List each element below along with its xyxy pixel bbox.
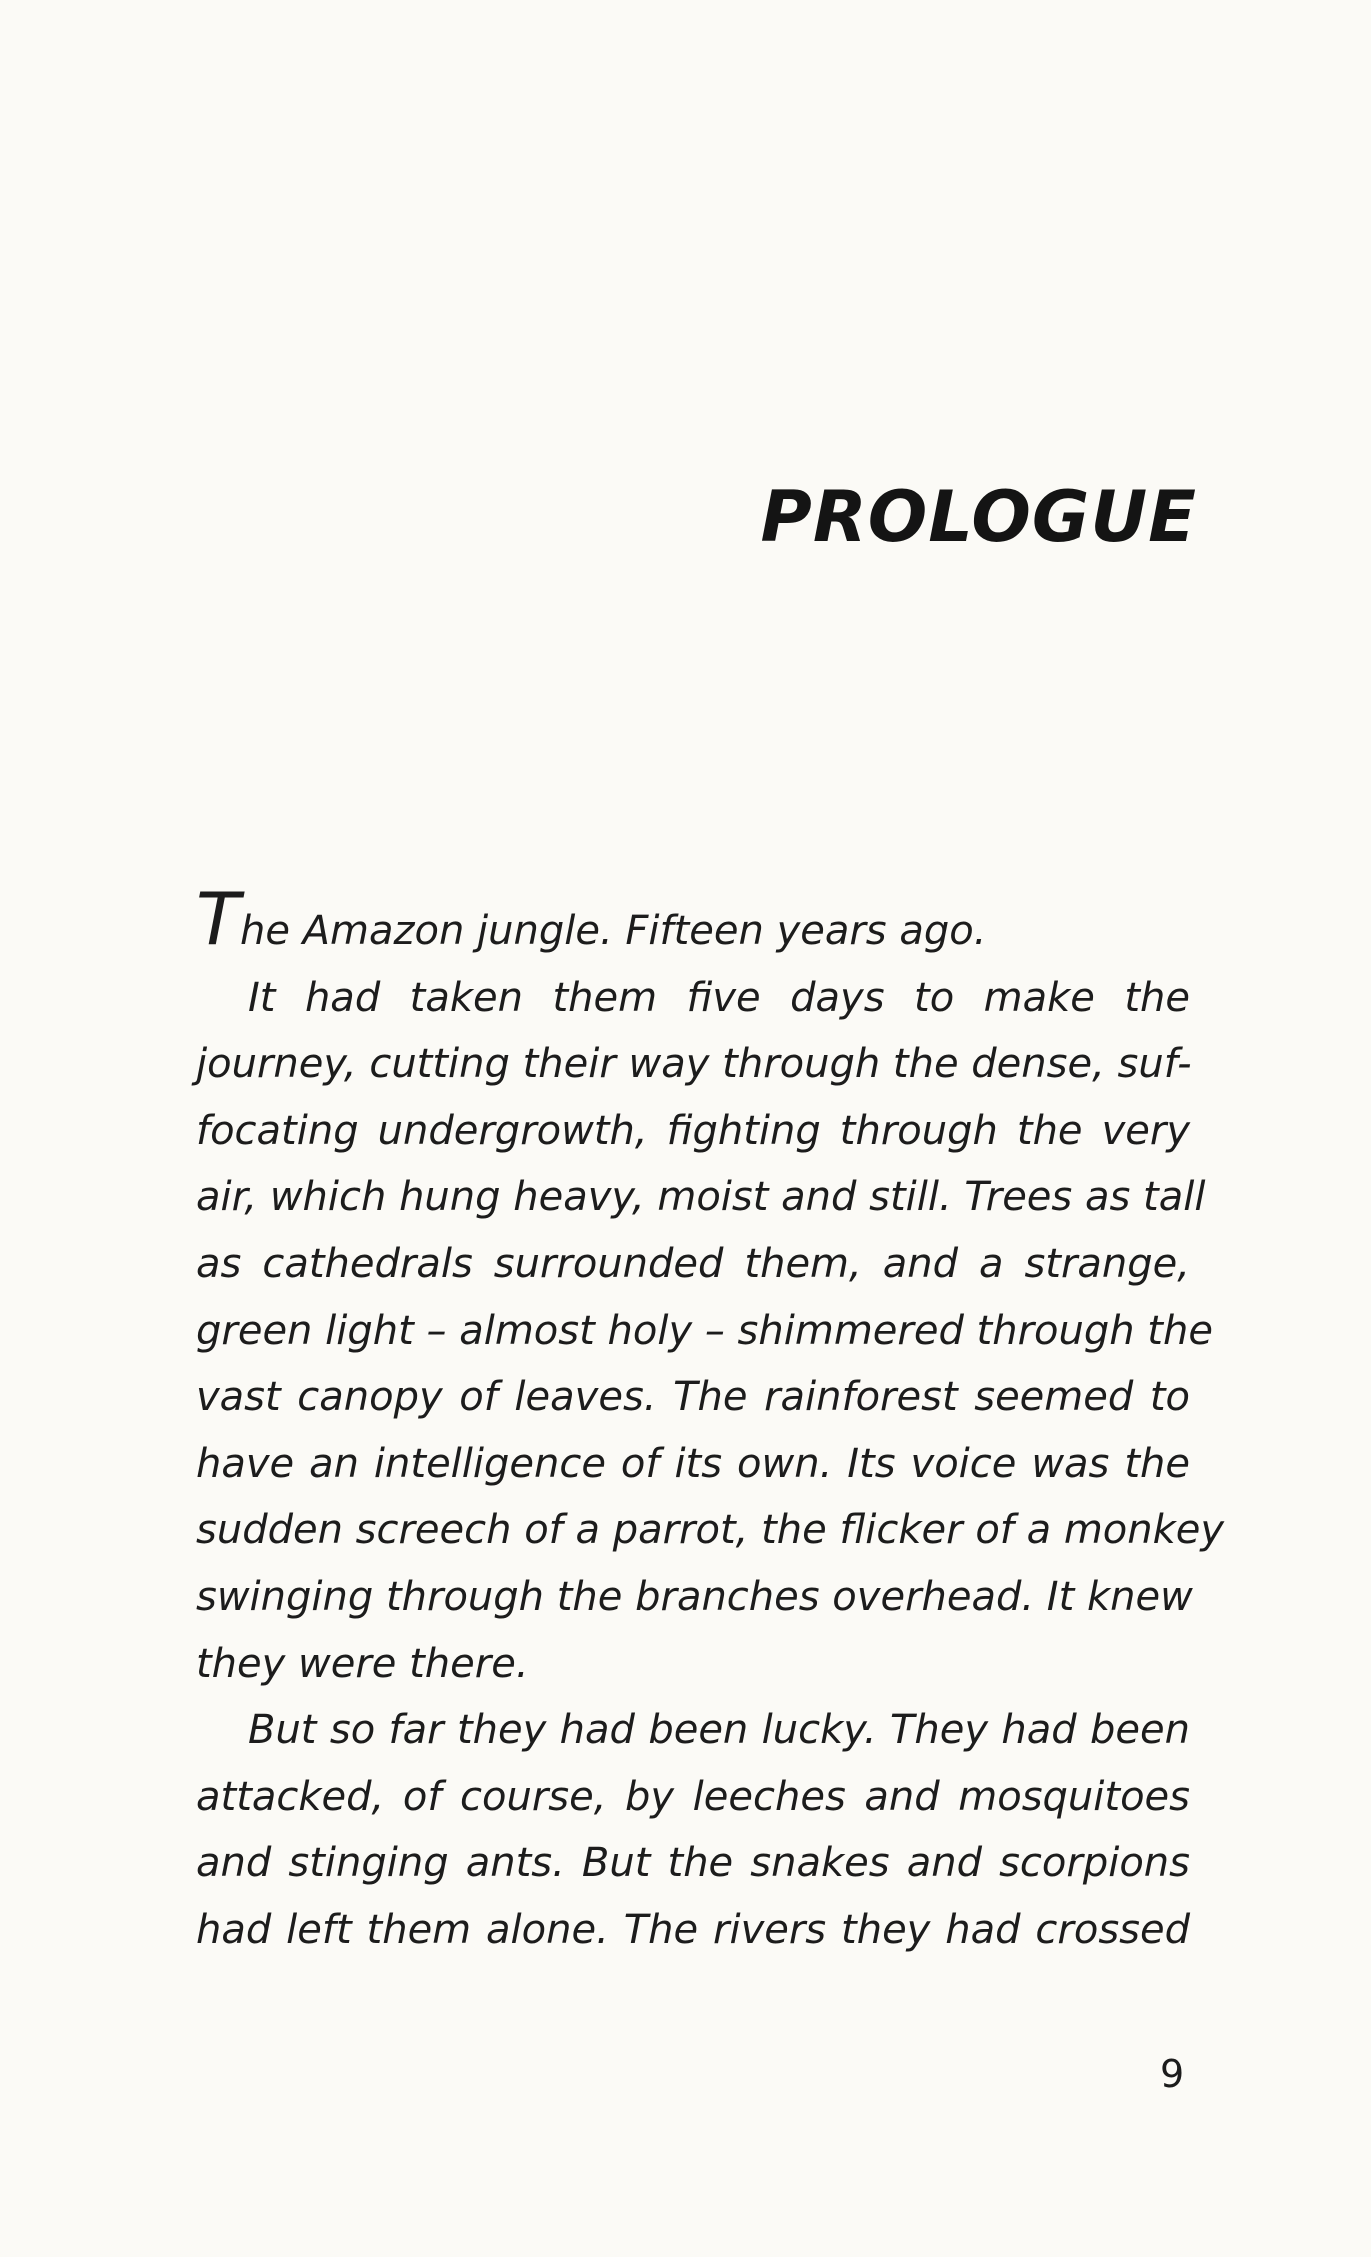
body-text xyxy=(196,877,1225,1964)
opening-line-text: he Amazon jungle. Fifteen years ago. xyxy=(239,908,987,954)
text-line: have an intelligence of its own. Its voice was the xyxy=(196,1440,1190,1487)
text-line: focating undergrowth, fighting through the very xyxy=(196,1107,1190,1154)
text-line: air, which hung heavy, moist and still. Trees as tall xyxy=(196,1174,1206,1221)
text-line: vast canopy of leaves. The rainforest seemed to xyxy=(196,1374,1190,1421)
text-line: It had taken them five days to make the xyxy=(248,974,1190,1021)
text-line: swinging through the branches overhead. It knew xyxy=(196,1573,1193,1620)
text-line: attacked, of course, by leeches and mosquitoes xyxy=(196,1773,1190,1820)
text-line: had left them alone. The rivers they had crossed xyxy=(196,1906,1190,1953)
text-line: as cathedrals surrounded them, and a strange, xyxy=(196,1240,1190,1287)
page-number: 9 xyxy=(1160,2052,1185,2096)
chapter-title: PROLOGUE xyxy=(760,476,1197,558)
drop-cap: T xyxy=(196,877,240,961)
text-line: journey, cutting their way through the dense, suf- xyxy=(196,1041,1192,1088)
text-line: and stinging ants. But the snakes and scorpions xyxy=(196,1840,1190,1887)
text-line: green light – almost holy – shimmered through the xyxy=(196,1307,1213,1354)
text-line: they were there. xyxy=(196,1640,529,1687)
text-line: But so far they had been lucky. They had been xyxy=(248,1707,1190,1754)
text-line: sudden screech of a parrot, the flicker of a monkey xyxy=(196,1507,1225,1554)
opening-line xyxy=(196,877,1190,965)
